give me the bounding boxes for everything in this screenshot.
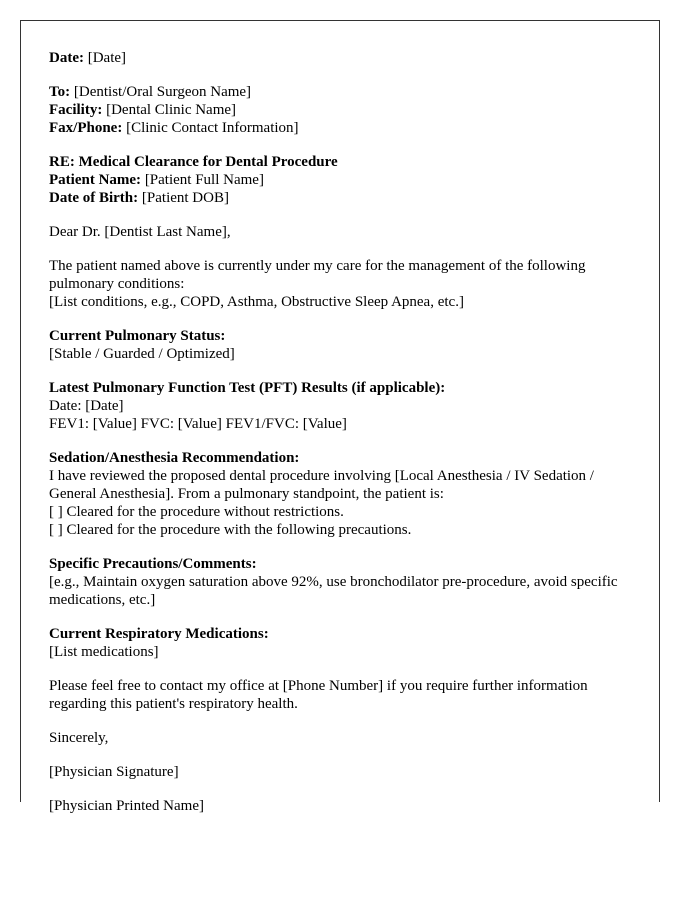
sedation-block (49, 449, 639, 539)
sedation-option-precautions[interactable]: [ ] Cleared for the procedure with the following precautions. (49, 522, 412, 538)
precautions-block (49, 555, 639, 609)
pft-date: Date: [Date] (49, 398, 124, 414)
letter-body (49, 49, 639, 831)
intro-block (49, 257, 639, 311)
pulmonary-status-heading: Current Pulmonary Status: (49, 328, 226, 344)
patient-name-value: [Patient Full Name] (144, 172, 264, 188)
patient-name-line (49, 171, 639, 189)
dob-value: [Patient DOB] (141, 190, 229, 206)
dob-line (49, 189, 639, 207)
medications-block (49, 625, 639, 661)
date-value: [Date] (87, 50, 127, 66)
pulmonary-status-block (49, 327, 639, 363)
date-line (49, 49, 639, 67)
pft-values: FEV1: [Value] FVC: [Value] FEV1/FVC: [Value] (49, 416, 347, 432)
facility-line (49, 101, 639, 119)
to-line (49, 83, 639, 101)
intro-text: The patient named above is currently under my care for the management of the following pulmonary conditions: (49, 258, 590, 292)
to-value: [Dentist/Oral Surgeon Name] (73, 84, 252, 100)
to-label: To: (49, 84, 71, 100)
re-block (49, 153, 639, 207)
letter-page (20, 20, 660, 814)
contact-value: [Clinic Contact Information] (126, 120, 299, 136)
pft-heading: Latest Pulmonary Function Test (PFT) Results (if applicable): (49, 380, 446, 396)
signature-placeholder: [Physician Signature] (49, 764, 179, 780)
contact-label: Fax/Phone: (49, 120, 123, 136)
signoff: Sincerely, (49, 730, 109, 746)
sedation-text: I have reviewed the proposed dental procedure involving [Local Anesthesia / IV Sedation / General Anesthesia]. From a pulmonary standpoint, the patient is: (49, 468, 598, 502)
recipient-block (49, 83, 639, 137)
conditions-list: [List conditions, e.g., COPD, Asthma, Obstructive Sleep Apnea, etc.] (49, 294, 464, 310)
facility-label: Facility: (49, 102, 103, 118)
facility-value: [Dental Clinic Name] (106, 102, 237, 118)
sedation-option-unrestricted[interactable]: [ ] Cleared for the procedure without restrictions. (49, 504, 344, 520)
pft-block (49, 379, 639, 433)
medications-value: [List medications] (49, 644, 159, 660)
medications-heading: Current Respiratory Medications: (49, 626, 269, 642)
precautions-heading: Specific Precautions/Comments: (49, 556, 257, 572)
printed-name-placeholder: [Physician Printed Name] (49, 798, 204, 814)
dob-label: Date of Birth: (49, 190, 139, 206)
date-label: Date: (49, 50, 84, 66)
contact-line (49, 119, 639, 137)
patient-name-label: Patient Name: (49, 172, 142, 188)
pulmonary-status-value: [Stable / Guarded / Optimized] (49, 346, 235, 362)
precautions-text: [e.g., Maintain oxygen saturation above 92%, use bronchodilator pre-procedure, avoid specific medications, etc.] (49, 574, 622, 608)
salutation: Dear Dr. [Dentist Last Name], (49, 224, 231, 240)
contact-paragraph: Please feel free to contact my office at [Phone Number] if you require further information regarding this patient's respiratory health. (49, 678, 588, 712)
sedation-heading: Sedation/Anesthesia Recommendation: (49, 450, 300, 466)
re-subject: RE: Medical Clearance for Dental Procedure (49, 154, 338, 170)
